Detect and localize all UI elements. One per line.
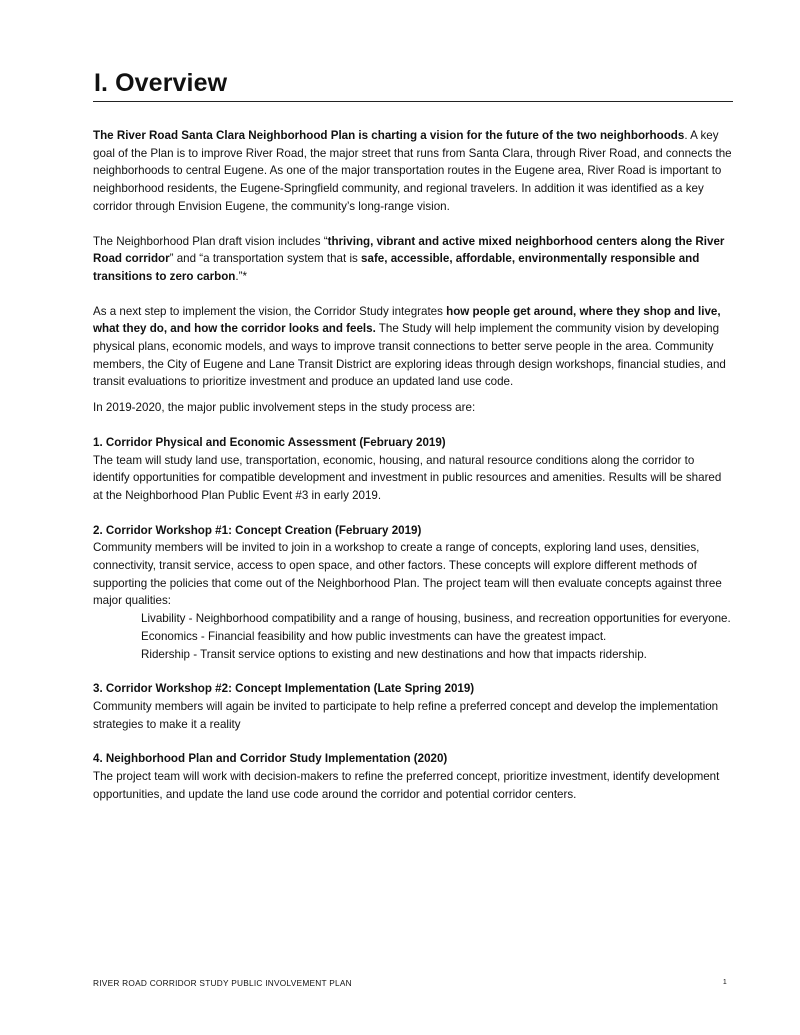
step-heading: 1. Corridor Physical and Economic Assessment (February 2019) [93,435,446,449]
intro-lead: The River Road Santa Clara Neighborhood Plan is charting a vision for the future of the two neighborhoods [93,129,685,142]
step-4 [93,750,733,803]
step-body: Community members will again be invited to participate to help refine a preferred concept and develop the implementation strategies to make it a reality [93,699,719,731]
step-body: The project team will work with decision-makers to refine the preferred concept, prioritize investment, identify development opportunities, and update the land use code around the corridor and potential corridor centers. [93,770,720,801]
step-heading: 2. Corridor Workshop #1: Concept Creation (February 2019) [93,523,422,537]
step-1 [93,434,733,505]
page-title: I. Overview [93,68,733,102]
step-heading: 3. Corridor Workshop #2: Concept Implementation (Late Spring 2019) [93,682,475,696]
quality-economics: Economics - Financial feasibility and how public investments can have the greatest impact. [141,629,607,643]
next-step-text-1: As a next step to implement the vision, the Corridor Study integrates [93,304,447,318]
intro-paragraph [93,127,733,216]
intro-body: . A key goal of the Plan is to improve River Road, the major street that runs from Santa Clara, through River Road, and connects the neighborhoods to central Eugene. As one of the major transportation routes in the Eugene area, River Road is important to neighborhood residents, the Eugene-Springfield community, and regional travelers. In addition it was identified as a key corridor through Envision Eugene, the community’s long-range vision. [93,129,732,213]
quality-livability: Livability - Neighborhood compatibility and a range of housing, business, and recreation opportunities for everyone. [141,612,731,626]
step-2 [93,522,733,664]
document-body [93,127,733,821]
vision-text-3: .”* [235,269,247,283]
step-body: Community members will be invited to join in a workshop to create a range of concepts, exploring land uses, densities, connectivity, transit service, access to open space, and other factors. These concepts will explore different methods of supporting the policies that come out of the Neighborhood Plan. The project team will then evaluate concepts against three major qualities: [93,541,722,608]
qualities-list [93,610,733,663]
next-step-text-2: The Study will help implement the community vision by developing physical plans, economic models, and ways to improve transit connections to better serve people in the area. Community members, the City of Eugene and Lane Transit District are exploring ideas through design workshops, financial studies, and transit evaluations to prioritize investment and produce an updated land use code. [93,322,726,389]
step-heading: 4. Neighborhood Plan and Corridor Study Implementation (2020) [93,752,448,766]
vision-paragraph [93,233,733,286]
next-step-paragraph [93,303,733,392]
footer-label: RIVER ROAD CORRIDOR STUDY PUBLIC INVOLVEMENT PLAN [93,978,352,988]
steps-intro: In 2019-2020, the major public involvement steps in the study process are: [93,401,476,415]
vision-text-1: The Neighborhood Plan draft vision includes “ [93,234,328,248]
vision-text-2: ” and “a transportation system that is [169,252,362,266]
vision-bold-1: thriving, vibrant and active mixed neighborhood centers along the River Road corridor [93,234,725,266]
page-number: 1 [722,979,727,986]
step-body: The team will study land use, transportation, economic, housing, and natural resource conditions along the corridor to identify opportunities for compatible development and investment in public resources and amenities. Results will be shared at the Neighborhood Plan Public Event #3 in early 2019. [93,453,722,502]
next-step-bold: how people get around, where they shop and live, what they do, and how the corridor looks and feels. [93,304,721,336]
vision-bold-2: safe, accessible, affordable, environmentally responsible and transitions to zero carbon [93,252,700,283]
step-3 [93,680,733,733]
quality-ridership: Ridership - Transit service options to existing and new destinations and how that impacts ridership. [141,647,647,661]
